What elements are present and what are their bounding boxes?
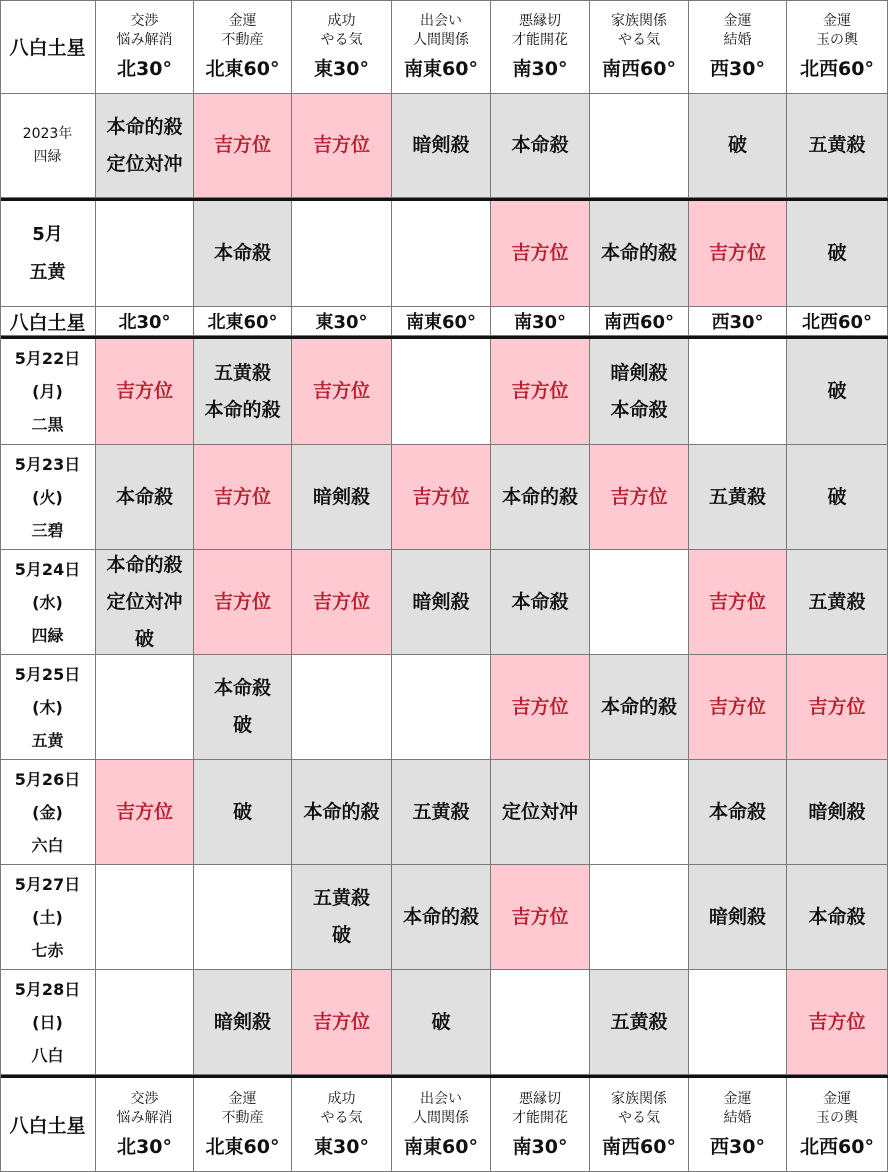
day-row-5-label-line: 5月26日 [14,769,81,789]
year-row-cell-7 [689,94,787,198]
header-top-column-3 [292,0,392,94]
header-top-column-2 [194,0,292,94]
table-border [0,0,1,1172]
header-top-column-4 [392,0,491,94]
day-row-6-cell-8 [787,865,888,970]
day-row-4-cell-5 [491,655,590,760]
direction-text: 西30° [711,312,764,333]
day-row-6-label-line: 5月27日 [14,874,81,894]
cell-text: 本命的殺 [600,695,677,718]
day-row-5-cell-4 [392,760,491,865]
day-row-5-label [0,760,96,865]
day-row-7-label-line: 5月28日 [14,979,81,999]
cell-text: 暗剣殺 [312,485,370,508]
cell-text: 破 [232,800,252,823]
column-direction: 北東60° [205,1136,280,1158]
column-direction: 北西60° [800,58,874,80]
day-row-6-cell-3 [292,865,392,970]
day-row-5-cell-1 [96,760,194,865]
direction-row-cell-6 [590,307,689,336]
day-row-1-cell-8 [787,339,888,445]
cell-text: 吉方位 [708,695,766,718]
day-row-1-cell-5 [491,339,590,445]
column-direction: 南30° [512,58,568,80]
day-row-1-label-line: (月) [32,382,63,401]
column-direction: 北東60° [205,58,280,80]
cell-text: 破 [134,627,154,650]
day-row-3-cell-1 [96,550,194,655]
header-top-column-5 [491,0,590,94]
cell-text: 暗剣殺 [213,1010,271,1033]
direction-row-cell-8 [787,307,888,336]
column-purpose-1: 金運 [228,1091,257,1107]
cell-text: 暗剣殺 [412,590,470,613]
column-purpose-2: 人間関係 [413,32,469,48]
year-row-cell-5 [491,94,590,198]
cell-text: 本命殺 [610,398,668,421]
cell-text: 吉方位 [511,380,569,402]
month-row-label-line: 5月 [32,223,63,245]
cell-text: 破 [727,134,747,156]
column-purpose-2: 結婚 [723,1110,752,1126]
day-row-4-cell-3 [292,655,392,760]
cell-text: 吉方位 [511,695,569,718]
column-direction: 南西60° [602,58,676,80]
cell-text: 本命的殺 [501,485,578,508]
cell-text: 吉方位 [808,695,866,718]
day-row-1-cell-1 [96,339,194,445]
cell-text: 本命殺 [511,134,569,156]
cell-text: 本命的殺 [303,800,380,823]
column-purpose-2: やる気 [618,32,660,48]
day-row-4-label-line: 五黄 [31,730,64,750]
day-row-3-cell-8 [787,550,888,655]
column-purpose-1: 金運 [823,1091,851,1107]
cell-text: 本命殺 [511,590,569,613]
day-row-4-label-line: (木) [32,697,63,717]
day-row-3-cell-5 [491,550,590,655]
day-row-3-cell-2 [194,550,292,655]
day-row-2-cell-8 [787,445,888,550]
direction-text: 北30° [118,312,171,333]
column-purpose-2: 結婚 [723,32,752,48]
month-row-label [0,201,96,307]
column-purpose-1: 出会い [420,13,462,29]
header-bottom-column-3 [292,1078,392,1172]
day-row-1-label-line: 5月22日 [14,349,81,368]
header-bottom-label [0,1078,96,1172]
cell-text: 五黄殺 [610,1010,668,1033]
month-row-cell-8 [787,201,888,307]
cell-text: 本命的殺 [204,398,281,421]
cell-text: 五黄殺 [412,800,470,823]
month-row-label-line: 五黄 [29,261,66,283]
cell-text: 吉方位 [412,485,470,508]
column-purpose-2: やる気 [320,32,363,48]
day-row-6-cell-4 [392,865,491,970]
month-row-cell-7 [689,201,787,307]
day-row-3-cell-4 [392,550,491,655]
column-purpose-2: 才能開花 [512,32,568,48]
day-row-2-cell-2 [194,445,292,550]
day-row-2-label-line: 三碧 [31,520,64,540]
cell-text: 吉方位 [213,485,271,508]
day-row-2-label-line: (火) [32,487,63,507]
column-purpose-1: 成功 [327,1091,356,1107]
day-row-2-cell-5 [491,445,590,550]
column-purpose-2: 不動産 [221,1110,264,1126]
header-top-label-text: 八白土星 [9,37,86,59]
direction-row-cell-7 [689,307,787,336]
column-purpose-2: 人間関係 [413,1110,469,1126]
header-bottom-label-text: 八白土星 [9,1115,86,1137]
direction-row-cell-2 [194,307,292,336]
month-row-cell-4 [392,201,491,307]
column-direction: 北西60° [800,1136,874,1158]
column-direction: 西30° [710,1136,765,1158]
column-purpose-1: 交渉 [130,1091,159,1107]
cell-text: 吉方位 [115,800,173,823]
day-row-1-cell-2 [194,339,292,445]
cell-text: 破 [827,242,847,264]
direction-text: 東30° [315,312,368,333]
day-row-7-cell-8 [787,970,888,1075]
day-row-2-cell-6 [590,445,689,550]
cell-text: 本命的殺 [106,115,183,138]
day-row-6-cell-1 [96,865,194,970]
day-row-5-cell-5 [491,760,590,865]
column-direction: 南西60° [602,1136,676,1158]
cell-text: 本命的殺 [600,242,677,264]
header-bottom-column-8 [787,1078,888,1172]
direction-text: 北東60° [207,312,278,333]
day-row-1-cell-3 [292,339,392,445]
year-row-cell-8 [787,94,888,198]
day-row-5-label-line: 六白 [31,835,64,855]
day-row-7-cell-6 [590,970,689,1075]
column-purpose-2: 玉の輿 [816,1110,858,1126]
day-row-6-label-line: 七赤 [31,940,64,960]
day-row-6-label [0,865,96,970]
year-row-cell-2 [194,94,292,198]
day-row-7-cell-3 [292,970,392,1075]
day-row-7-cell-7 [689,970,787,1075]
day-row-7-label [0,970,96,1075]
day-row-3-label-line: 四緑 [31,625,64,645]
cell-text: 暗剣殺 [412,134,470,156]
cell-text: 五黄殺 [708,485,766,508]
month-row-cell-5 [491,201,590,307]
column-direction: 南30° [512,1136,568,1158]
cell-text: 定位対冲 [501,800,578,823]
cell-text: 吉方位 [610,485,668,508]
cell-text: 本命的殺 [106,553,183,576]
cell-text: 五黄殺 [213,361,271,384]
cell-text: 吉方位 [708,242,766,264]
header-bottom-column-4 [392,1078,491,1172]
cell-text: 五黄殺 [808,134,866,156]
day-row-5-cell-2 [194,760,292,865]
cell-text: 吉方位 [808,1010,866,1033]
cell-text: 暗剣殺 [708,905,766,928]
day-row-7-label-line: (日) [32,1012,63,1032]
column-direction: 南東60° [404,58,478,80]
header-top-column-8 [787,0,888,94]
cell-text: 破 [827,380,847,402]
header-bottom-column-2 [194,1078,292,1172]
column-purpose-2: 悩み解消 [116,1110,173,1126]
cell-text: 定位対冲 [106,152,183,175]
column-purpose-2: やる気 [320,1110,363,1126]
column-direction: 北30° [117,1136,172,1158]
direction-row-label-text: 八白土星 [9,311,86,334]
day-row-3-label-line: (水) [32,592,63,612]
year-row-label-line: 四緑 [33,148,62,165]
day-row-1-cell-6 [590,339,689,445]
day-row-3-cell-6 [590,550,689,655]
column-purpose-1: 家族関係 [611,13,667,29]
column-purpose-2: 玉の輿 [816,32,858,48]
day-row-3-cell-7 [689,550,787,655]
day-row-5-cell-8 [787,760,888,865]
day-row-6-cell-2 [194,865,292,970]
day-row-4-cell-6 [590,655,689,760]
column-purpose-1: 悪縁切 [519,1091,561,1107]
direction-text: 南東60° [405,312,477,333]
day-row-3-label-line: 5月24日 [14,559,81,579]
cell-text: 本命的殺 [402,905,479,928]
direction-row-cell-5 [491,307,590,336]
day-row-2-cell-7 [689,445,787,550]
day-row-4-cell-2 [194,655,292,760]
day-row-6-cell-5 [491,865,590,970]
header-bottom-column-1 [96,1078,194,1172]
direction-row-cell-1 [96,307,194,336]
cell-text: 吉方位 [312,1010,370,1033]
cell-text: 本命殺 [808,905,866,928]
year-row-cell-1 [96,94,194,198]
month-row-cell-2 [194,201,292,307]
day-row-6-label-line: (土) [32,907,63,927]
month-row-cell-1 [96,201,194,307]
day-row-1-label-line: 二黒 [31,415,64,434]
day-row-2-label-line: 5月23日 [14,454,81,474]
cell-text: 定位対冲 [106,590,183,613]
column-purpose-1: 金運 [823,13,851,29]
header-bottom-column-5 [491,1078,590,1172]
column-purpose-1: 金運 [723,13,752,29]
header-bottom-column-7 [689,1078,787,1172]
day-row-2-cell-1 [96,445,194,550]
cell-text: 吉方位 [312,590,370,613]
cell-text: 破 [232,714,252,736]
cell-text: 破 [431,1010,451,1033]
cell-text: 本命殺 [213,677,271,699]
direction-text: 南西60° [603,312,675,333]
day-row-5-label-line: (金) [32,802,63,822]
cell-text: 吉方位 [708,590,766,613]
column-purpose-2: 悩み解消 [116,32,173,48]
cell-text: 本命殺 [213,242,271,264]
column-direction: 東30° [314,1136,369,1158]
day-row-4-label-line: 5月25日 [14,664,81,684]
day-row-2-cell-4 [392,445,491,550]
day-row-4-cell-4 [392,655,491,760]
day-row-4-cell-7 [689,655,787,760]
column-direction: 北30° [117,58,172,80]
column-purpose-1: 出会い [420,1091,462,1107]
cell-text: 吉方位 [213,134,271,156]
day-row-6-cell-7 [689,865,787,970]
day-row-5-cell-6 [590,760,689,865]
day-row-7-label-line: 八白 [31,1045,64,1065]
cell-text: 吉方位 [213,590,271,613]
direction-row-label [0,307,96,336]
day-row-3-cell-3 [292,550,392,655]
day-row-5-cell-7 [689,760,787,865]
year-row-label [0,94,96,198]
cell-text: 吉方位 [511,242,569,264]
day-row-1-cell-7 [689,339,787,445]
direction-row-cell-4 [392,307,491,336]
column-purpose-1: 交渉 [130,13,159,29]
cell-text: 暗剣殺 [610,361,668,384]
day-row-7-cell-2 [194,970,292,1075]
day-row-3-label [0,550,96,655]
column-purpose-1: 金運 [723,1091,752,1107]
header-top-column-6 [590,0,689,94]
column-purpose-1: 成功 [327,13,356,29]
column-purpose-1: 金運 [228,13,257,29]
day-row-7-cell-5 [491,970,590,1075]
cell-text: 吉方位 [312,134,370,156]
cell-text: 吉方位 [511,905,569,928]
year-row-cell-6 [590,94,689,198]
day-row-2-cell-3 [292,445,392,550]
day-row-1-cell-4 [392,339,491,445]
year-row-label-line: 2023年 [22,125,73,142]
day-row-7-cell-4 [392,970,491,1075]
header-top-column-7 [689,0,787,94]
day-row-4-label [0,655,96,760]
day-row-1-label [0,339,96,445]
column-purpose-2: 才能開花 [512,1110,568,1126]
header-top-label [0,0,96,94]
day-row-4-cell-8 [787,655,888,760]
cell-text: 破 [827,485,847,508]
cell-text: 暗剣殺 [808,800,866,823]
direction-row-cell-3 [292,307,392,336]
column-purpose-2: やる気 [618,1110,660,1126]
year-row-cell-3 [292,94,392,198]
column-purpose-2: 不動産 [221,32,264,48]
column-purpose-1: 家族関係 [611,1091,667,1107]
month-row-cell-3 [292,201,392,307]
column-direction: 西30° [710,58,765,80]
day-row-6-cell-6 [590,865,689,970]
column-direction: 南東60° [404,1136,478,1158]
column-purpose-1: 悪縁切 [519,13,561,29]
day-row-2-label [0,445,96,550]
header-top-column-1 [96,0,194,94]
cell-text: 五黄殺 [312,887,370,909]
cell-text: 吉方位 [312,380,370,402]
cell-text: 破 [331,924,351,946]
cell-text: 本命殺 [708,800,766,823]
cell-text: 五黄殺 [808,590,866,613]
day-row-5-cell-3 [292,760,392,865]
header-bottom-column-6 [590,1078,689,1172]
day-row-4-cell-1 [96,655,194,760]
year-row-cell-4 [392,94,491,198]
day-row-7-cell-1 [96,970,194,1075]
cell-text: 吉方位 [115,380,173,402]
direction-text: 南30° [513,312,567,333]
month-row-cell-6 [590,201,689,307]
column-direction: 東30° [314,58,369,80]
direction-text: 北西60° [801,312,873,333]
cell-text: 本命殺 [115,485,173,508]
table-border [0,0,888,1]
